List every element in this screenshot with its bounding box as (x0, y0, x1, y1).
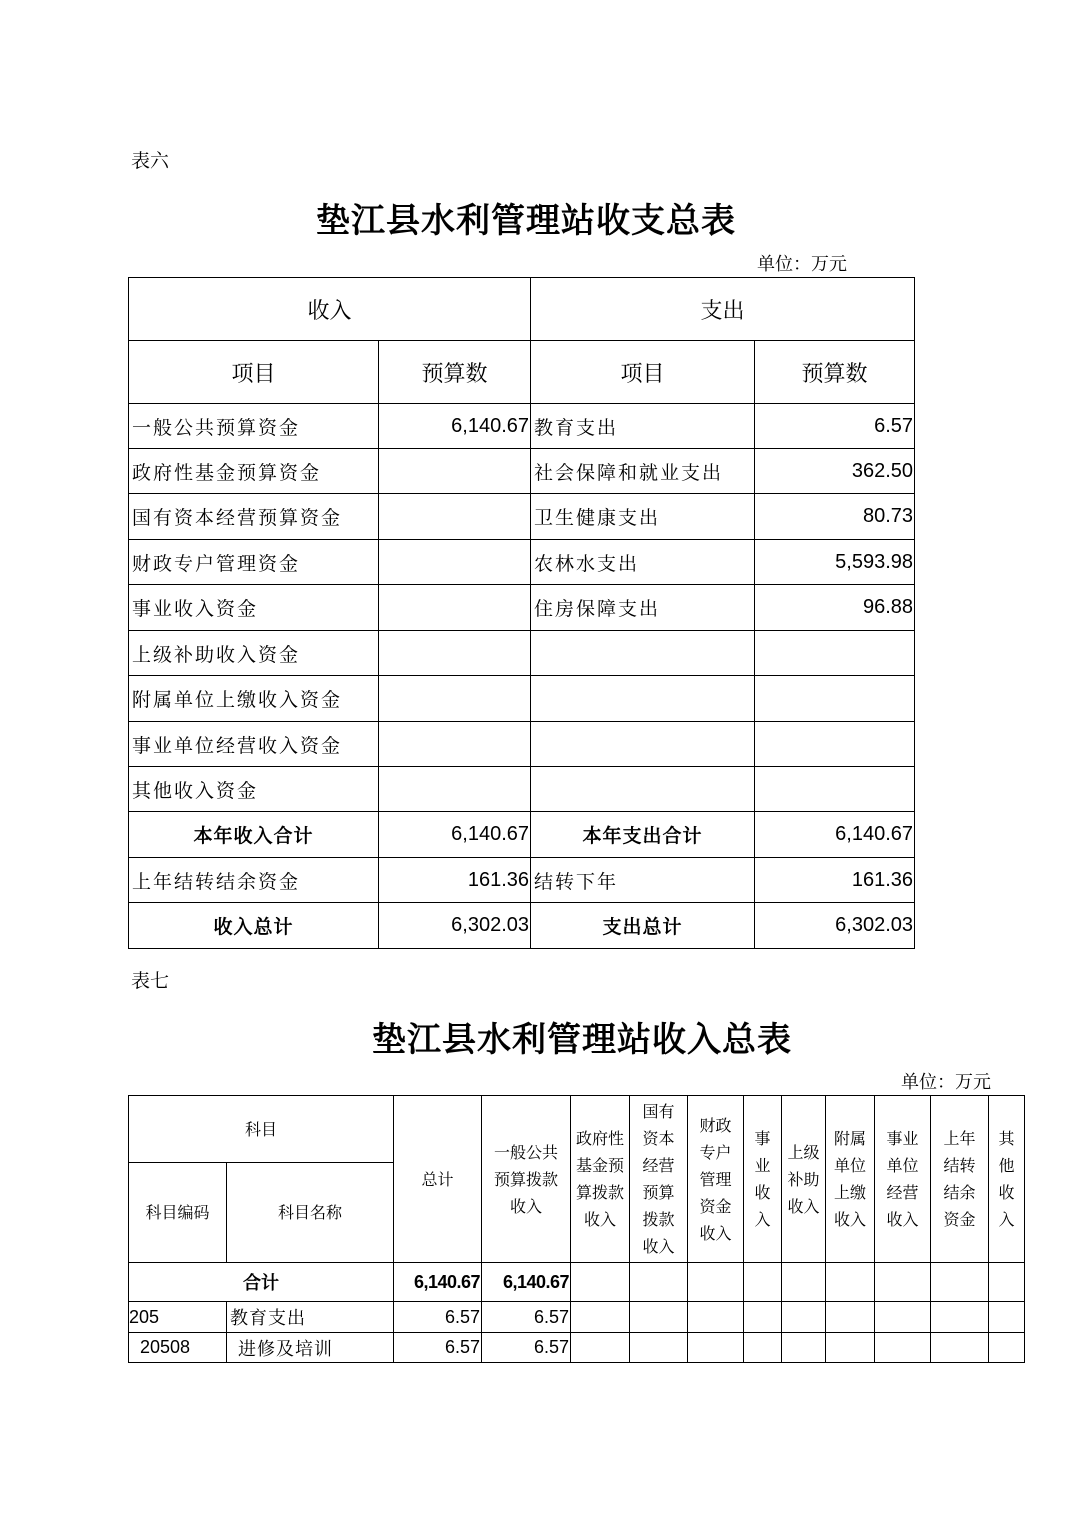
table-row (129, 812, 915, 858)
header-text: 结转 (943, 1156, 976, 1175)
header-text: 经营 (886, 1183, 919, 1202)
header-text: 财政 (699, 1115, 732, 1135)
business-income-header (744, 1096, 782, 1263)
header-text: 算拨款 (576, 1183, 625, 1202)
income-grand-total-label: 收入总计 (129, 903, 379, 949)
expense-item (531, 631, 755, 676)
income-item: 财政专户管理资金 (129, 540, 379, 585)
table-row (129, 1096, 1025, 1163)
expense-value (755, 676, 915, 722)
value-cell (989, 1333, 1025, 1363)
state-capital-header (630, 1096, 688, 1263)
year-expense-total: 6,140.67 (755, 812, 915, 858)
expense-header: 支出 (531, 278, 915, 341)
total-header (394, 1096, 482, 1263)
table-row (129, 341, 915, 404)
income-value (379, 585, 531, 631)
header-text: 专户 (699, 1142, 732, 1162)
year-income-total-label: 本年收入合计 (129, 812, 379, 858)
expense-value (755, 631, 915, 676)
value-cell (931, 1333, 989, 1363)
header-text: 收入 (642, 1237, 675, 1256)
income-item: 事业单位经营收入资金 (129, 722, 379, 767)
value-cell (782, 1302, 826, 1333)
subject-name: 进修及培训 (227, 1333, 394, 1363)
value-cell (826, 1302, 875, 1333)
superior-subsidy-header (782, 1096, 826, 1263)
table-row (129, 767, 915, 812)
income-header: 收入 (129, 278, 531, 341)
header-text: 总计 (421, 1169, 454, 1189)
header-text: 一般公共 (494, 1142, 559, 1162)
expense-value: 96.88 (755, 585, 915, 631)
header-text: 资金 (699, 1196, 732, 1216)
header-text: 单位 (834, 1156, 867, 1175)
income-value (379, 722, 531, 767)
header-text: 补助 (787, 1169, 820, 1189)
expense-item (531, 676, 755, 722)
table7-title: 垫江县水利管理站收入总表 (372, 1020, 792, 1060)
year-expense-total-label: 本年支出合计 (531, 812, 755, 858)
header-text: 其 (998, 1129, 1015, 1148)
total-cell (931, 1263, 989, 1302)
total-cell: 6,140.67 (394, 1263, 482, 1302)
operating-income-header (875, 1096, 931, 1263)
income-item: 政府性基金预算资金 (129, 449, 379, 494)
income-value (379, 494, 531, 540)
header-text: 收入 (584, 1210, 617, 1229)
carryover-header (931, 1096, 989, 1263)
income-value (379, 676, 531, 722)
value-cell (571, 1302, 630, 1333)
income-item: 一般公共预算资金 (129, 404, 379, 449)
header-text: 国有 (642, 1102, 675, 1121)
general-budget-header (482, 1096, 571, 1263)
table-row (129, 540, 915, 585)
header-text: 上年 (943, 1129, 976, 1148)
expense-value: 6.57 (755, 404, 915, 449)
carryover-value: 161.36 (379, 858, 531, 903)
affiliated-payment-header (826, 1096, 875, 1263)
total-cell (782, 1263, 826, 1302)
expense-budget-column-header: 预算数 (755, 341, 915, 404)
total-cell (571, 1263, 630, 1302)
table-row (129, 722, 915, 767)
expense-item: 教育支出 (531, 404, 755, 449)
income-item-column-header: 项目 (129, 341, 379, 404)
gov-fund-header (571, 1096, 630, 1263)
table-row (129, 903, 915, 949)
table-row (129, 676, 915, 722)
header-text: 上级 (787, 1142, 820, 1162)
total-label: 合计 (129, 1263, 394, 1302)
value-cell (744, 1302, 782, 1333)
year-income-total: 6,140.67 (379, 812, 531, 858)
value-cell (630, 1302, 688, 1333)
subject-name: 教育支出 (227, 1302, 394, 1333)
header-text: 收入 (834, 1210, 867, 1229)
income-budget-column-header: 预算数 (379, 341, 531, 404)
value-cell (571, 1333, 630, 1363)
value-cell (875, 1302, 931, 1333)
subject-code: 205 (129, 1302, 227, 1333)
header-text: 他 (998, 1156, 1015, 1175)
income-item: 事业收入资金 (129, 585, 379, 631)
header-text: 收入 (886, 1210, 919, 1229)
value-cell (989, 1302, 1025, 1333)
expense-value (755, 722, 915, 767)
total-cell (630, 1263, 688, 1302)
subject-header: 科目 (129, 1096, 394, 1163)
header-text: 资本 (642, 1129, 675, 1148)
income-item: 上级补助收入资金 (129, 631, 379, 676)
value-cell (931, 1302, 989, 1333)
value-cell: 6.57 (482, 1302, 571, 1333)
header-text: 基金预 (576, 1156, 625, 1175)
total-cell: 6,140.67 (482, 1263, 571, 1302)
table-row (129, 1333, 1025, 1363)
header-text: 资金 (943, 1210, 976, 1229)
other-income-header (989, 1096, 1025, 1263)
header-text: 拨款 (642, 1210, 675, 1229)
header-text: 单位 (886, 1156, 919, 1175)
table7-unit: 单位：万元 (901, 1072, 991, 1093)
expense-grand-total-label: 支出总计 (531, 903, 755, 949)
header-text: 附属 (834, 1129, 867, 1148)
header-text: 管理 (699, 1169, 732, 1189)
total-cell (826, 1263, 875, 1302)
table-row (129, 494, 915, 540)
expense-value: 80.73 (755, 494, 915, 540)
header-text: 收 (998, 1183, 1015, 1202)
subject-code: 20508 (129, 1333, 227, 1363)
value-cell: 6.57 (482, 1333, 571, 1363)
income-value (379, 540, 531, 585)
expense-item: 社会保障和就业支出 (531, 449, 755, 494)
income-value: 6,140.67 (379, 404, 531, 449)
expense-item: 卫生健康支出 (531, 494, 755, 540)
total-cell (744, 1263, 782, 1302)
income-grand-total: 6,302.03 (379, 903, 531, 949)
value-cell (630, 1333, 688, 1363)
header-text: 政府性 (576, 1129, 625, 1148)
value-cell (782, 1333, 826, 1363)
carry-forward-label: 结转下年 (531, 858, 755, 903)
header-text: 预算拨款 (494, 1169, 559, 1189)
table-row (129, 404, 915, 449)
value-cell: 6.57 (394, 1302, 482, 1333)
header-text: 收入 (699, 1223, 732, 1243)
header-text: 经营 (642, 1156, 675, 1175)
header-text: 业 (754, 1156, 771, 1175)
value-cell (688, 1333, 744, 1363)
expense-item: 农林水支出 (531, 540, 755, 585)
header-text: 上缴 (834, 1183, 867, 1202)
expense-item (531, 767, 755, 812)
value-cell (688, 1302, 744, 1333)
value-cell: 6.57 (394, 1333, 482, 1363)
header-text: 预算 (642, 1183, 675, 1202)
table-row (129, 631, 915, 676)
value-cell (744, 1333, 782, 1363)
income-summary-table (128, 1095, 1025, 1363)
table-row (129, 585, 915, 631)
subject-code-header: 科目编码 (129, 1163, 227, 1263)
table7-label: 表七 (131, 970, 170, 992)
carry-forward-value: 161.36 (755, 858, 915, 903)
expense-item (531, 722, 755, 767)
value-cell (826, 1333, 875, 1363)
value-cell (875, 1333, 931, 1363)
header-text: 事业 (886, 1129, 919, 1148)
table-row (129, 278, 915, 341)
table6-unit: 单位：万元 (757, 254, 847, 275)
income-expense-table (128, 277, 915, 949)
income-item: 附属单位上缴收入资金 (129, 676, 379, 722)
header-text: 收入 (510, 1196, 543, 1216)
table-row (129, 1302, 1025, 1333)
expense-value: 362.50 (755, 449, 915, 494)
header-text: 结余 (943, 1183, 976, 1202)
expense-value: 5,593.98 (755, 540, 915, 585)
header-text: 收 (754, 1183, 771, 1202)
special-account-header (688, 1096, 744, 1263)
expense-value (755, 767, 915, 812)
income-value (379, 767, 531, 812)
table6-title: 垫江县水利管理站收支总表 (316, 201, 736, 241)
header-text: 入 (998, 1210, 1015, 1229)
expense-item: 住房保障支出 (531, 585, 755, 631)
total-cell (875, 1263, 931, 1302)
income-item: 其他收入资金 (129, 767, 379, 812)
table-row (129, 1263, 1025, 1302)
header-text: 收入 (787, 1196, 820, 1216)
table-row (129, 449, 915, 494)
income-value (379, 449, 531, 494)
expense-item-column-header: 项目 (531, 341, 755, 404)
header-text: 入 (754, 1210, 771, 1229)
income-item: 国有资本经营预算资金 (129, 494, 379, 540)
table-row (129, 858, 915, 903)
header-text: 事 (754, 1129, 771, 1148)
total-cell (989, 1263, 1025, 1302)
total-cell (688, 1263, 744, 1302)
table6-label: 表六 (131, 150, 170, 172)
subject-name-header: 科目名称 (227, 1163, 394, 1263)
income-value (379, 631, 531, 676)
expense-grand-total: 6,302.03 (755, 903, 915, 949)
carryover-label: 上年结转结余资金 (129, 858, 379, 903)
